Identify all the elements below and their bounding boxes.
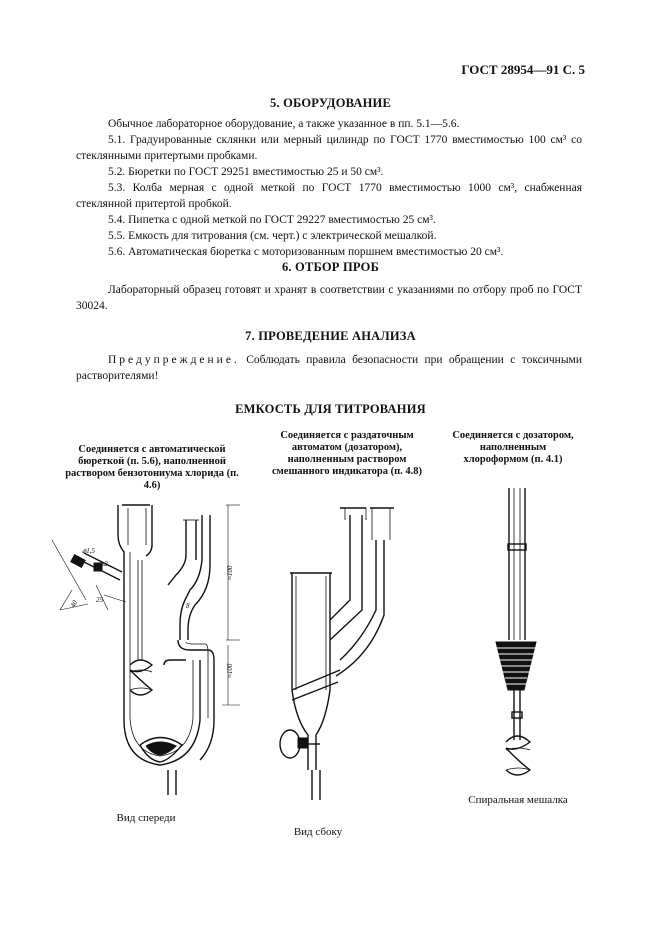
section-5-line: 5.5. Емкость для титрования (см. черт.) с электрической мешалкой. xyxy=(108,230,437,242)
warning-text: Соблюдать правила безопасности при обращении с токсичными растворителями! xyxy=(76,354,582,382)
warning-label: Предупреждение. xyxy=(108,354,240,366)
label-spiral-stirrer: Спиральная мешалка xyxy=(468,794,568,806)
section-5-line: Обычное лабораторное оборудование, а также указанное в пп. 5.1—5.6. xyxy=(108,118,460,130)
page-header: ГОСТ 28954—91 С. 5 xyxy=(461,62,585,77)
dim-label: ⌀1,5 xyxy=(82,547,95,555)
figure-title: ЕМКОСТЬ ДЛЯ ТИТРОВАНИЯ xyxy=(235,402,426,416)
section-5-line: 5.1. Градуированные склянки или мерный цилиндр по ГОСТ 1770 вместимостью 100 см³ со стеклянными притертыми пробками. xyxy=(76,134,582,162)
section-5-line: 5.4. Пипетка с одной меткой по ГОСТ 29227 вместимостью 25 см³. xyxy=(108,214,436,226)
dim-label: 40 xyxy=(68,598,80,609)
caption-left: Соединяется с автоматической бюреткой (п. 5.6), наполненной раствором бензотониума хлорида (п. 4.6) xyxy=(65,444,239,491)
label-front-view: Вид спереди xyxy=(116,812,176,824)
section-5-line: 5.6. Автоматическая бюретка с моторизованным поршнем вместимостью 20 см³. xyxy=(108,246,504,258)
section-6-title: 6. ОТБОР ПРОБ xyxy=(281,260,380,274)
caption-right: Соединяется с дозатором, наполненным хлороформом (п. 4.1) xyxy=(452,430,574,465)
dim-label: ⌀2 xyxy=(100,560,108,568)
section-5-line: 5.2. Бюретки по ГОСТ 29251 вместимостью 25 и 50 см³. xyxy=(108,166,384,178)
section-5-line: 5.3. Колба мерная с одной меткой по ГОСТ 1770 вместимостью 1000 см³, снабженная стеклянной притертой пробкой. xyxy=(76,182,582,210)
section-5-title: 5. ОБОРУДОВАНИЕ xyxy=(269,96,392,110)
label-side-view: Вид сбоку xyxy=(293,826,343,838)
dim-label: ≈100 xyxy=(226,663,234,678)
dim-label: 8 xyxy=(186,602,190,610)
dim-label: 25 xyxy=(96,596,103,604)
section-7-title: 7. ПРОВЕДЕНИЕ АНАЛИЗА xyxy=(245,329,416,343)
caption-middle: Соединяется с раздаточным автоматом (дозатором), наполненным раствором смешанного индикатора (п. 4.8) xyxy=(271,430,423,477)
dim-label: ≈100 xyxy=(226,565,234,580)
section-6-text: Лабораторный образец готовят и хранят в соответствии с указаниями по отбору проб по ГОСТ 30024. xyxy=(76,284,582,312)
